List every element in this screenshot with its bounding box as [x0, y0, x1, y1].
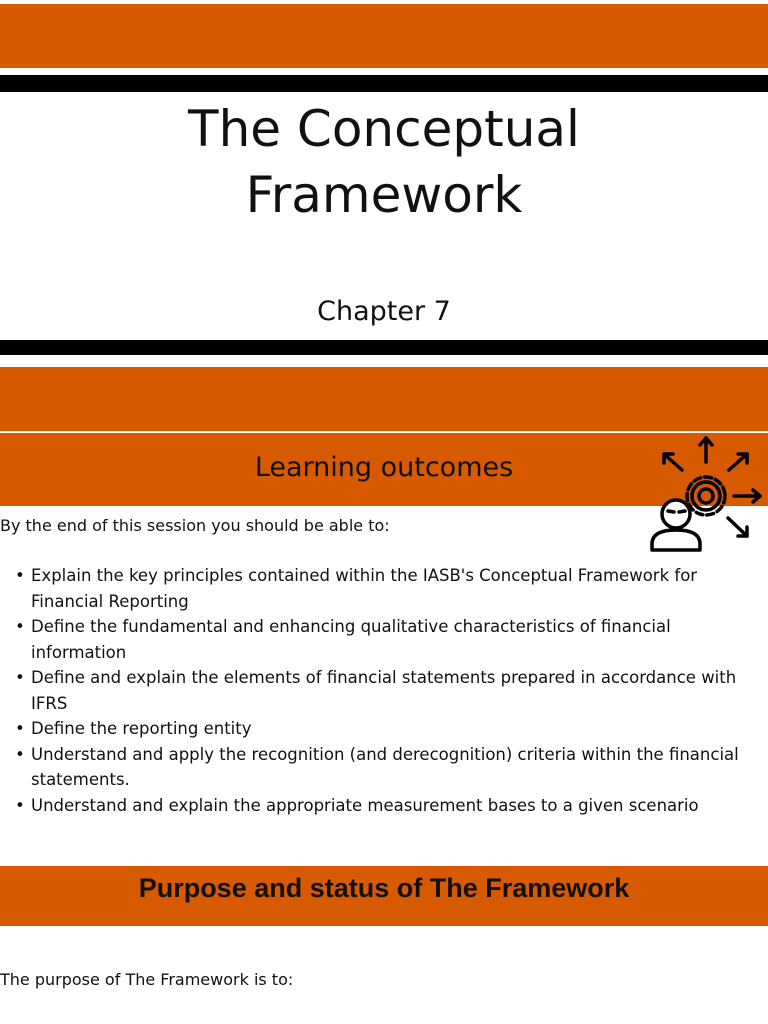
- list-item-text: Explain the key principles contained within the IASB's Conceptual Framework for Financial Reporting: [31, 566, 698, 611]
- top-orange-band: [0, 4, 768, 68]
- bullet: •: [15, 668, 25, 687]
- list-item: [0, 742, 758, 793]
- title-line-2: Framework: [245, 166, 523, 224]
- learning-outcomes-intro: By the end of this session you should be able to:: [0, 516, 390, 535]
- list-item-text: Understand and apply the recognition (and derecognition) criteria within the financial statements.: [31, 744, 739, 789]
- page-title: [0, 96, 768, 228]
- bullet: •: [15, 795, 25, 815]
- bullet: •: [15, 617, 25, 636]
- orange-band-2: [0, 367, 768, 431]
- bullet: •: [15, 719, 25, 738]
- list-item-text: Understand and explain the appropriate measurement bases to a given scenario: [31, 795, 699, 815]
- chapter-subtitle: Chapter 7: [317, 296, 451, 327]
- bullet: •: [15, 744, 25, 764]
- list-item: [0, 665, 758, 716]
- title-line-1: The Conceptual: [188, 100, 580, 158]
- list-item: [0, 563, 758, 614]
- list-item-text: Define the reporting entity: [31, 719, 252, 738]
- bullet: •: [15, 566, 25, 585]
- list-item-text: Define and explain the elements of financial statements prepared in accordance with IFRS: [31, 668, 737, 713]
- list-item-text: Define the fundamental and enhancing qualitative characteristics of financial information: [31, 617, 671, 662]
- purpose-heading: Purpose and status of The Framework: [138, 873, 630, 903]
- learning-outcomes-list: [0, 563, 758, 818]
- purpose-intro: The purpose of The Framework is to:: [0, 970, 294, 989]
- list-item: [0, 793, 758, 819]
- middle-black-rule: [0, 340, 768, 355]
- list-item: [0, 614, 758, 665]
- learning-outcomes-heading: Learning outcomes: [254, 452, 514, 483]
- list-item: [0, 716, 758, 742]
- top-black-rule: [0, 75, 768, 92]
